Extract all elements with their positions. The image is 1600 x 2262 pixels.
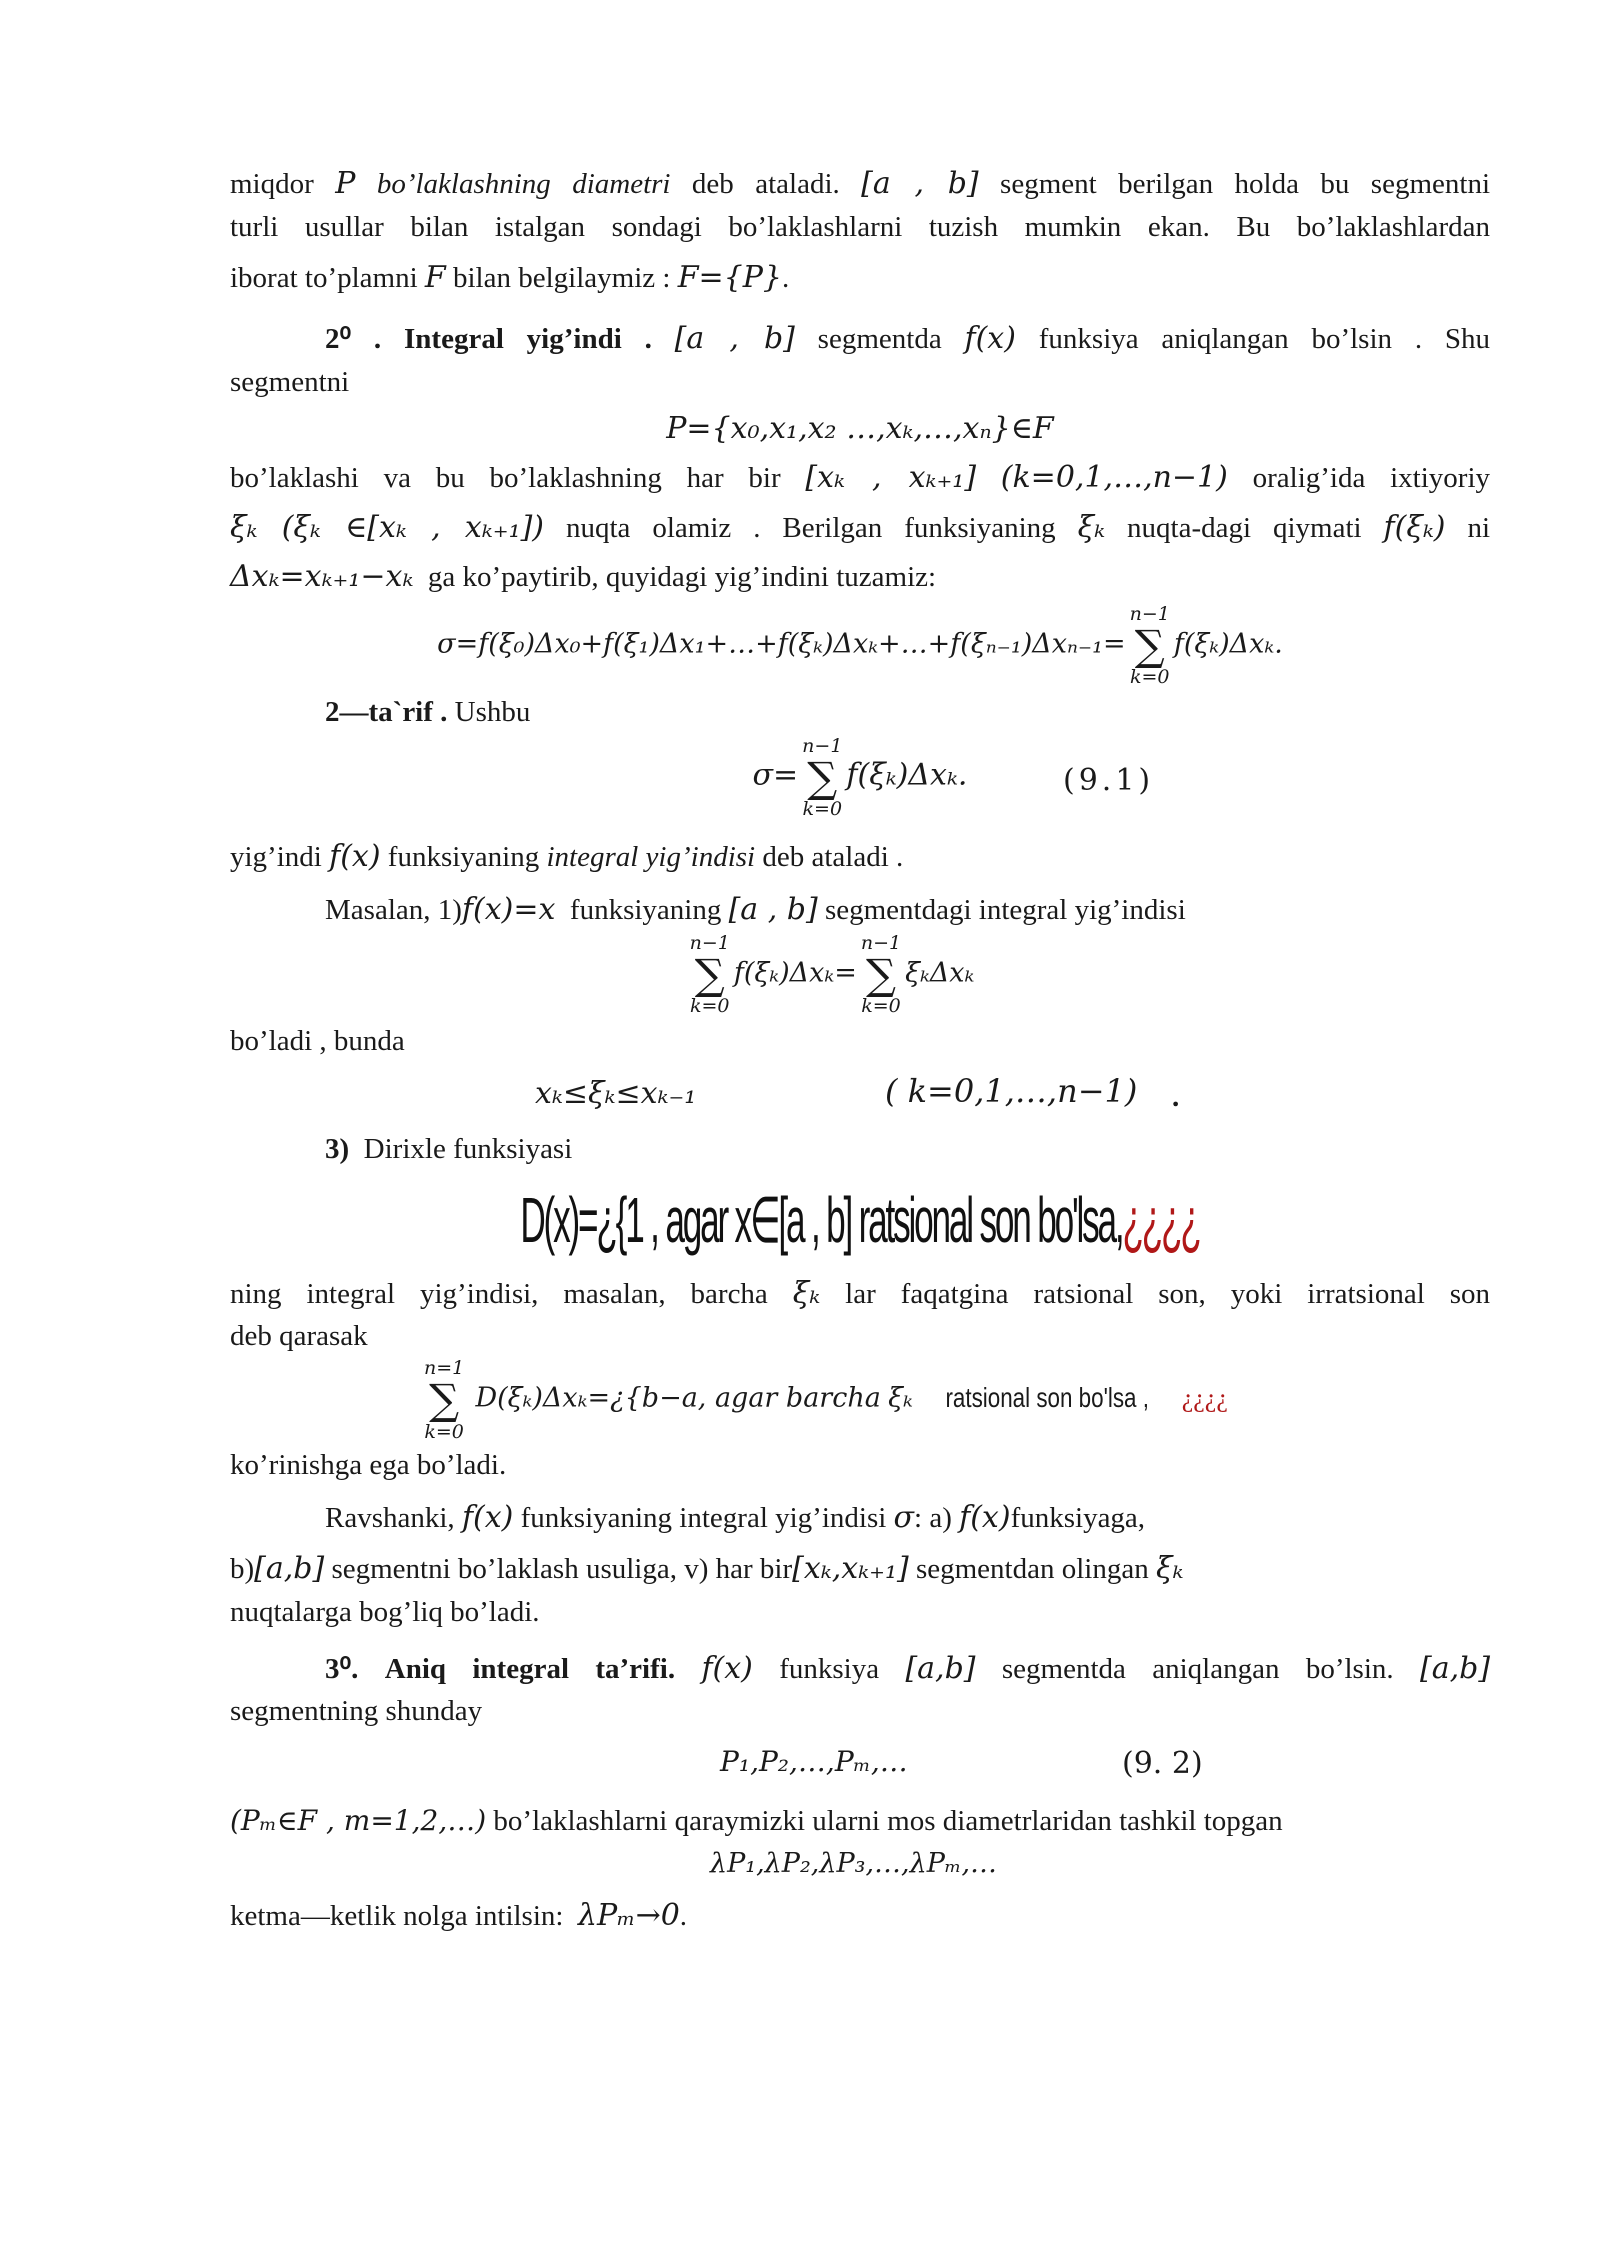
math-symbol: ξₖ (1077, 509, 1106, 545)
math-formula: P₁,P₂,…,Pₘ,… (720, 1745, 908, 1779)
text: segmentdan olingan (915, 1553, 1149, 1586)
math-interval: [xₖ,xₖ₊₁] (792, 1551, 909, 1587)
formula-9-2 (230, 1732, 1490, 1794)
math-symbol: ξₖ (1155, 1551, 1184, 1587)
text: yig’indi (230, 840, 322, 873)
text: nuqta-dagi qiymati (1127, 511, 1362, 544)
dirichlet-definition (437, 1174, 1284, 1267)
text: . (679, 1900, 688, 1933)
paragraph-line (230, 361, 1490, 403)
text: deb ataladi . (762, 840, 904, 873)
text: nuqta olamiz . Berilgan funksiyaning (565, 511, 1056, 544)
math-formula: σ= (752, 757, 799, 793)
math-symbol: ξₖ (792, 1275, 821, 1311)
text: b) (230, 1553, 255, 1586)
section-heading-line (230, 1647, 1490, 1691)
formula-lambdas (230, 1842, 1490, 1884)
paragraph-line (230, 1496, 1490, 1540)
math-symbol: σ (893, 1499, 915, 1535)
text: segmentni (230, 365, 350, 398)
section-number: 2⁰ . (325, 323, 382, 356)
text: bilan belgilaymiz : (452, 261, 671, 294)
paragraph-line (230, 162, 1490, 206)
text: . (1172, 1080, 1180, 1113)
math-function: f(x)=x (461, 892, 556, 928)
math-range: (k=0,1,…,n−1) (1000, 460, 1228, 496)
paragraph-line (230, 256, 1490, 300)
math-function: f(x) (959, 1499, 1011, 1535)
math-range: ( k=0,1,…,n−1) (885, 1071, 1138, 1110)
sum-upper-limit: n−1 (802, 734, 843, 757)
text: funksiyaga, (1010, 1501, 1146, 1534)
text: ni (1467, 511, 1491, 544)
sigma-sum (1129, 602, 1170, 688)
text: : a) (914, 1501, 952, 1534)
paragraph-line (230, 1591, 1490, 1633)
math-symbol: P (335, 166, 356, 201)
math-interval: [a , b] (861, 166, 979, 201)
paragraph-line (230, 1894, 1490, 1938)
math-formula: f(ξₖ)Δxₖ. (846, 757, 968, 793)
text: lar faqatgina ratsional son, yoki irratsional son (845, 1277, 1491, 1310)
text: oralig’ida ixtiyoriy (1252, 462, 1490, 495)
formula-dirichlet (230, 1170, 1490, 1266)
math-formula: xₖ≤ξₖ≤xₖ₋₁ (535, 1075, 697, 1111)
text: bo’laklashi va bu bo’laklashning har bir (230, 462, 781, 495)
text: iborat to’plamni (230, 261, 418, 294)
paragraph-line (230, 1315, 1490, 1357)
text: ning integral yig’indisi, masalan, barcha (230, 1277, 768, 1310)
text: ga ko’paytirib, quyidagi yig’indini tuzamiz: (427, 561, 937, 594)
paragraph-line (230, 1690, 1490, 1732)
text: funksiyaning (387, 840, 540, 873)
text: miqdor (230, 168, 314, 200)
math-formula: f(ξₖ)Δxₖ. (1173, 628, 1283, 660)
sigma-symbol: ∑ (429, 1375, 460, 1425)
document-page (230, 150, 1490, 1938)
sigma-symbol: ∑ (807, 752, 838, 802)
math-function: f(x) (701, 1650, 753, 1686)
italic-term: integral yig’indisi (546, 840, 756, 873)
math-formula: λP₁,λP₂,λP₃,…,λPₘ,… (710, 1848, 998, 1880)
math-interval: [a , b] (674, 321, 795, 357)
sigma-symbol: ∑ (865, 949, 896, 999)
sum-lower-limit: k=0 (861, 994, 901, 1017)
math-formula: D(x)=¿{1 , agar x∈[a , b] ratsional son bo'lsa, (520, 1183, 1123, 1256)
section-title: Aniq integral ta’rifi. (384, 1652, 676, 1685)
sigma-sum (424, 1359, 464, 1441)
section-title: Integral yig’indi . (404, 323, 652, 356)
text: turli usullar bilan istalgan sondagi bo’laklashlarni tuzish mumkin ekan. Bu bo’laklashlardan (230, 210, 1490, 243)
math-formula: (Pₘ∈F , m=1,2,…) (230, 1804, 487, 1838)
math-formula: D(ξₖ)Δxₖ=¿{b−a, agar barcha (475, 1383, 881, 1415)
math-formula: σ=f(ξ₀)Δx₀+f(ξ₁)Δx₁+…+f(ξₖ)Δxₖ+…+f(ξₙ₋₁)Δxₙ₋₁= (437, 628, 1126, 660)
formula-inequality (230, 1062, 1490, 1122)
math-formula: F={P} (677, 259, 782, 295)
sum-upper-limit: n−1 (860, 931, 902, 954)
paragraph-line (230, 456, 1490, 500)
paragraph-line (230, 1547, 1490, 1591)
paragraph-line (230, 835, 1490, 879)
render-artifact: ¿¿¿¿ (1122, 1183, 1200, 1256)
math-function: f(x) (964, 321, 1016, 357)
item-number: 3) (325, 1132, 350, 1165)
text: ketma—ketlik nolga intilsin: (230, 1900, 564, 1933)
text: deb ataladi. (691, 168, 840, 200)
math-formula: λPₘ→0 (577, 1898, 680, 1934)
equation-number: (9. 2) (1122, 1746, 1203, 1782)
text: funksiyaning (569, 894, 722, 927)
sigma-sum (860, 931, 902, 1017)
formula-example-sum (170, 931, 1490, 1017)
text: ratsional son bo'lsa , (945, 1382, 1150, 1414)
math-symbol: ξₖ (888, 1383, 913, 1415)
math-formula: ξₖΔxₖ (905, 957, 975, 989)
sigma-symbol: ∑ (1134, 620, 1165, 670)
math-function: f(x) (329, 838, 381, 874)
paragraph-line (230, 206, 1490, 248)
text: segmentni bo’laklash usuliga, v) har bir (331, 1553, 793, 1586)
math-formula: f(ξₖ)Δxₖ= (733, 957, 857, 989)
text: Ravshanki, (325, 1501, 455, 1534)
text: segmentning shunday (230, 1695, 483, 1728)
math-formula: Δxₖ=xₖ₊₁−xₖ (230, 559, 414, 595)
formula-9-1 (230, 733, 1490, 829)
sigma-sum (689, 931, 730, 1017)
math-formula: ξₖ (ξₖ ∈[xₖ , xₖ₊₁]) (230, 509, 545, 545)
formula-partition (230, 407, 1490, 451)
definition-title: 2—ta`rif . (325, 695, 448, 728)
math-function: f(ξₖ) (1383, 509, 1446, 545)
formula-integral-sum (230, 602, 1490, 688)
sum-upper-limit: n−1 (1129, 602, 1170, 625)
definition-heading (230, 691, 1490, 733)
paragraph-line (230, 1800, 1490, 1842)
render-artifact: ¿¿¿¿ (1181, 1384, 1228, 1414)
math-interval: [a,b] (1420, 1650, 1491, 1686)
sum-lower-limit: k=0 (1129, 665, 1170, 688)
text: . (782, 261, 790, 294)
math-interval: [xₖ , xₖ₊₁] (805, 460, 977, 496)
formula-dirichlet-sum (230, 1359, 1490, 1441)
text: deb qarasak (230, 1320, 368, 1353)
math-interval: [a , b] (728, 892, 818, 928)
text: ko’rinishga ega bo’ladi. (230, 1448, 507, 1481)
text: funksiya (779, 1652, 880, 1685)
math-interval: [a,b] (905, 1650, 976, 1686)
paragraph-line (230, 555, 1490, 599)
equation-number: (9.1) (1063, 762, 1155, 798)
section-number: 3⁰. (325, 1652, 359, 1685)
sigma-sum (802, 734, 843, 820)
text: Dirixle funksiyasi (363, 1132, 573, 1165)
text: Ushbu (454, 695, 531, 728)
sum-lower-limit: k=0 (424, 1420, 464, 1443)
text: funksiyaning integral yig’indisi (520, 1501, 887, 1534)
paragraph-line (230, 1272, 1490, 1316)
text: segment berilgan holda bu segmentni (1000, 168, 1491, 200)
math-formula: P={x₀,x₁,x₂ …,xₖ,…,xₙ}∈F (666, 410, 1054, 446)
math-symbol: F (424, 259, 446, 295)
section-heading-line (230, 317, 1490, 361)
math-interval: [a,b] (254, 1551, 325, 1587)
text: nuqtalarga bog’liq bo’ladi. (230, 1595, 540, 1628)
text: Masalan, 1) (325, 894, 462, 927)
paragraph-line (230, 1444, 1490, 1486)
text: funksiya aniqlangan bo’lsin . Shu (1038, 323, 1491, 356)
paragraph-line (230, 1128, 1490, 1170)
text: segmentdagi integral yig’indisi (824, 894, 1186, 927)
text: segmentda (817, 323, 942, 356)
paragraph-line (230, 1020, 1490, 1062)
paragraph-line (230, 888, 1490, 932)
sum-lower-limit: k=0 (802, 797, 843, 820)
sigma-symbol: ∑ (694, 949, 725, 999)
text: segmentda aniqlangan bo’lsin. (1001, 1652, 1394, 1685)
math-function: f(x) (461, 1499, 514, 1535)
text: bo’ladi , bunda (230, 1024, 405, 1057)
italic-term: bo’laklashning diametri (376, 168, 671, 200)
sum-upper-limit: n=1 (424, 1357, 465, 1380)
text: bo’laklashlarni qaraymizki ularni mos diametrlaridan tashkil topgan (493, 1805, 1283, 1838)
paragraph-line (230, 506, 1490, 550)
sum-lower-limit: k=0 (689, 994, 730, 1017)
sum-upper-limit: n−1 (689, 931, 730, 954)
